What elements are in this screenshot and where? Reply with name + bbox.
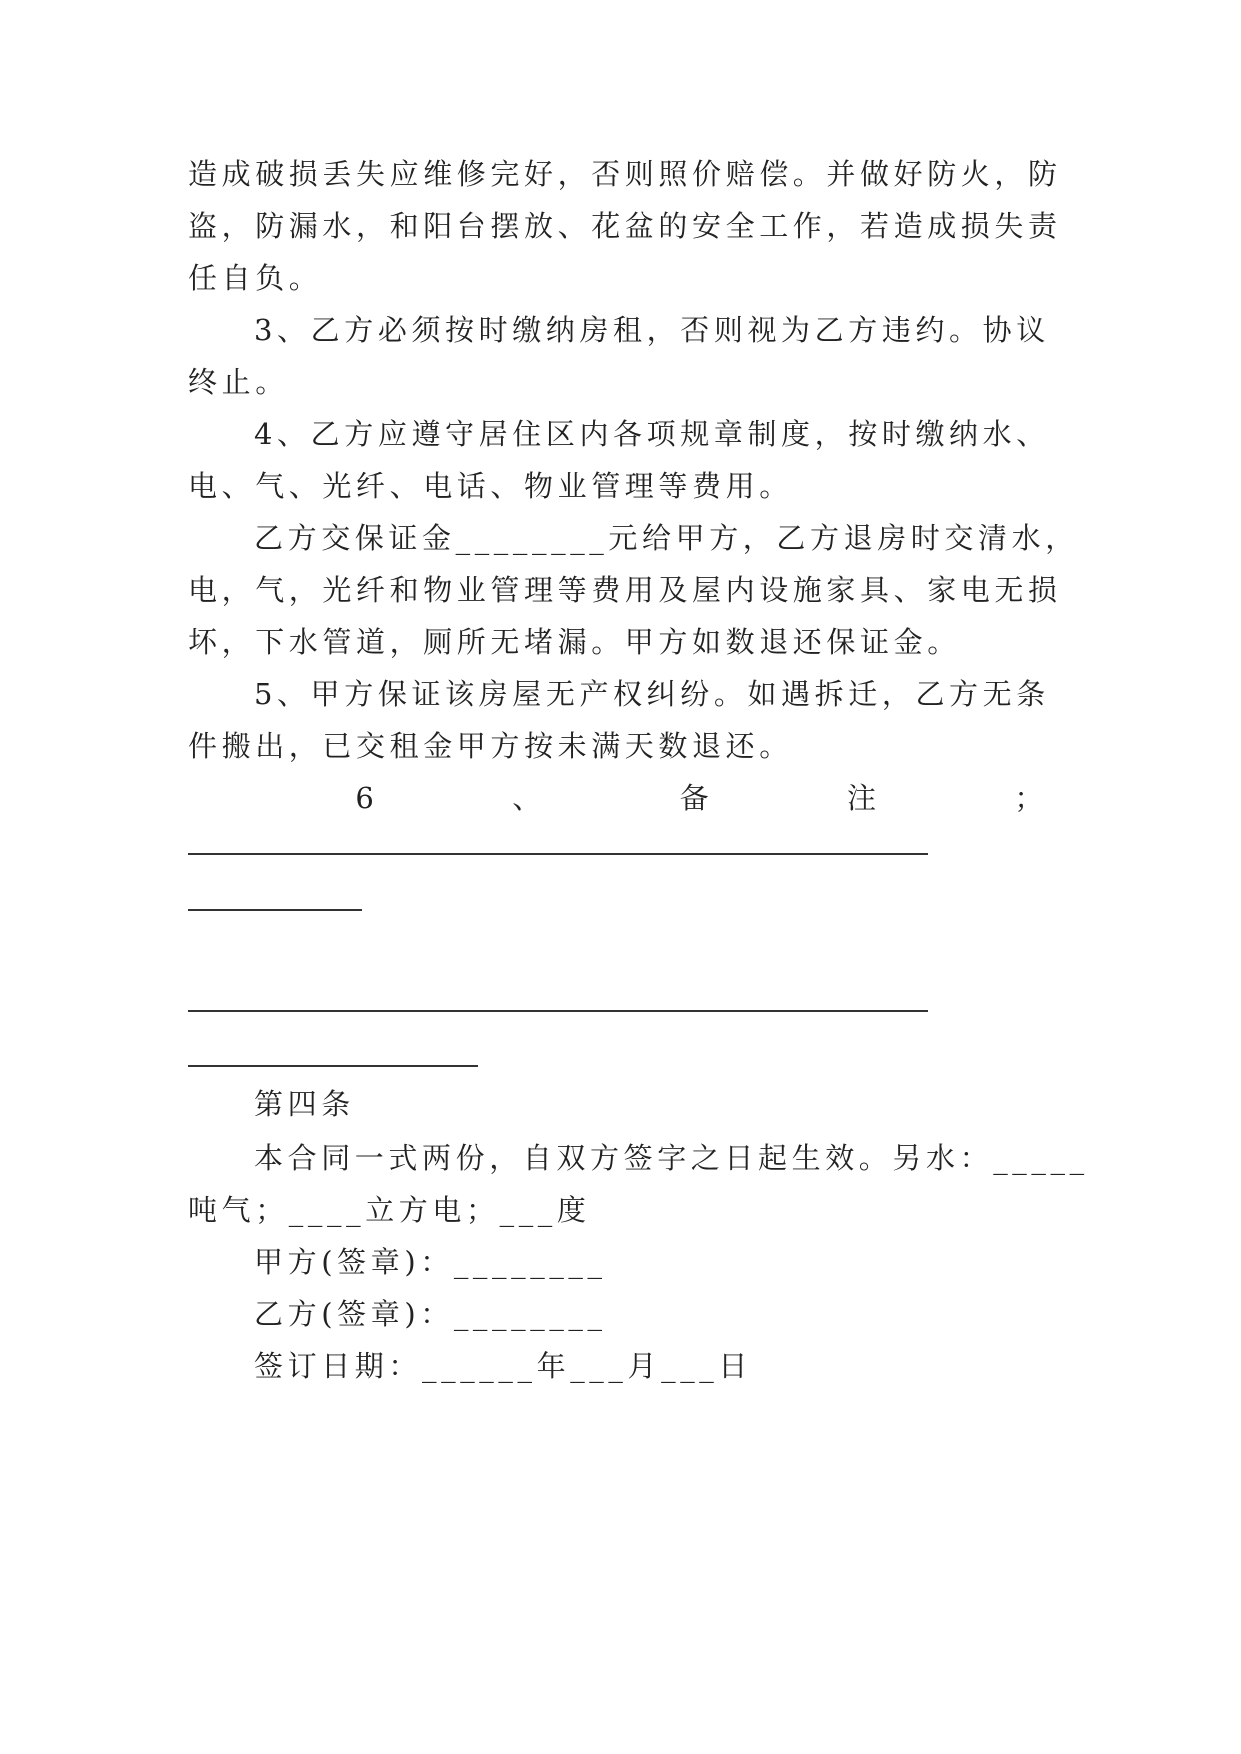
deposit-line: 乙方交保证金________元给甲方，乙方退房时交清水， <box>254 521 1079 555</box>
remarks-end: ； <box>1014 781 1048 815</box>
paragraph-line: 造成破损丢失应维修完好，否则照价赔偿。并做好防火，防 <box>188 157 1062 191</box>
remarks-number: 6 <box>355 781 379 815</box>
remarks-blank-line <box>188 853 928 855</box>
utilities-line: 吨气；____立方电；___度 <box>188 1193 591 1227</box>
remarks-separator: 、 <box>512 781 546 815</box>
clause-3-line: 3、乙方必须按时缴纳房租，否则视为乙方违约。协议 <box>254 313 1050 347</box>
remarks-blank-line <box>188 909 362 911</box>
remarks-blank-line <box>188 1010 928 1012</box>
article-4-title: 第四条 <box>254 1087 355 1121</box>
party-b-signature: 乙方(签章)：________ <box>254 1297 607 1331</box>
remarks-blank-line <box>188 1065 478 1067</box>
remarks-char: 注 <box>846 781 881 815</box>
paragraph-line: 终止。 <box>188 365 289 399</box>
article-4-line: 本合同一式两份，自双方签字之日起生效。另水：_____ <box>254 1141 1089 1175</box>
paragraph-line: 件搬出，已交租金甲方按未满天数退还。 <box>188 729 793 763</box>
signing-date: 签订日期：______年___月___日 <box>254 1349 753 1383</box>
paragraph-line: 电，气，光纤和物业管理等费用及屋内设施家具、家电无损 <box>188 573 1062 607</box>
remarks-char: 备 <box>679 781 714 815</box>
paragraph-line: 任自负。 <box>188 261 323 295</box>
remarks-heading <box>188 774 1048 822</box>
clause-4-line: 4、乙方应遵守居住区内各项规章制度，按时缴纳水、 <box>254 417 1050 451</box>
party-a-signature: 甲方(签章)：________ <box>254 1245 607 1279</box>
clause-5-line: 5、甲方保证该房屋无产权纠纷。如遇拆迁，乙方无条 <box>254 677 1050 711</box>
paragraph-line: 电、气、光纤、电话、物业管理等费用。 <box>188 469 793 503</box>
paragraph-line: 坏，下水管道，厕所无堵漏。甲方如数退还保证金。 <box>188 625 961 659</box>
paragraph-line: 盗，防漏水，和阳台摆放、花盆的安全工作，若造成损失责 <box>188 209 1062 243</box>
